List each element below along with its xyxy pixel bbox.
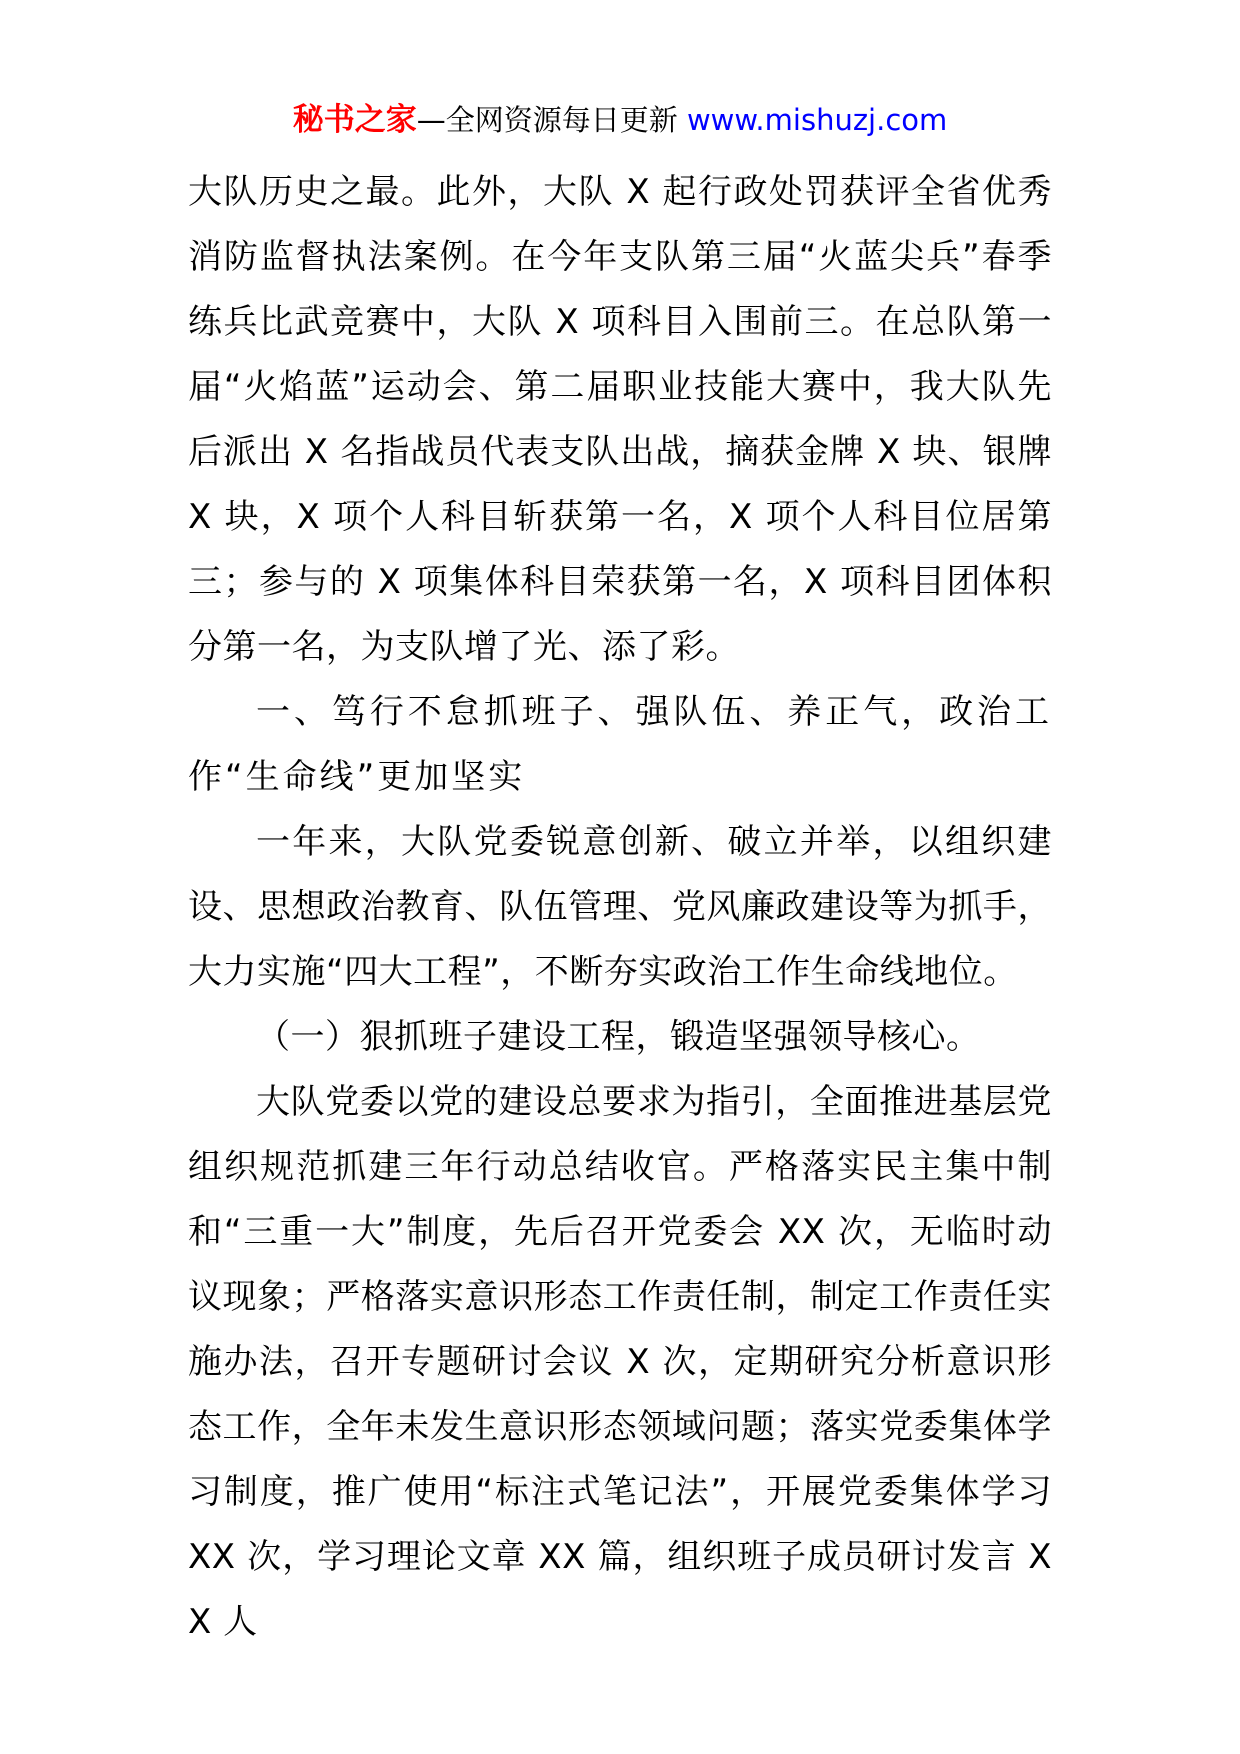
- paragraph-intro: 一年来，大队党委锐意创新、破立并举，以组织建设、思想政治教育、队伍管理、党风廉政建设等为抓手，大力实施“四大工程”，不断夯实政治工作生命线地位。: [188, 822, 1052, 992]
- header-tagline: —全网资源每日更新: [416, 103, 687, 137]
- page-header: [0, 100, 1240, 140]
- paragraph-body: 大队党委以党的建设总要求为指引，全面推进基层党组织规范抓建三年行动总结收官。严格落实民主集中制和“三重一大”制度，先后召开党委会 XX 次，无临时动议现象；严格落实意识形态工作责任制，制定工作责任实施办法，召开专题研讨会议 X 次，定期研究分析意识形态工作，全年未发生意识形态领域问题；落实党委集体学习制度，推广使用“标注式笔记法”，开展党委集体学习 XX 次，学习理论文章 XX 篇，组织班子成员研讨发言 XX 人: [188, 1082, 1052, 1642]
- subsection-heading: （一）狠抓班子建设工程，锻造坚强领导核心。: [256, 1017, 981, 1057]
- site-url-link[interactable]: www.mishuzj.com: [686, 103, 948, 137]
- section-heading: 一、笃行不怠抓班子、强队伍、养正气，政治工作“生命线”更加坚实: [188, 692, 1052, 797]
- document-body: [188, 160, 1052, 1655]
- brand-name: 秘书之家: [292, 102, 417, 138]
- paragraph-continuation: 大队历史之最。此外，大队 X 起行政处罚获评全省优秀消防监督执法案例。在今年支队第三届“火蓝尖兵”春季练兵比武竞赛中，大队 X 项科目入围前三。在总队第一届“火焰蓝”运动会、第二届职业技能大赛中，我大队先后派出 X 名指战员代表支队出战，摘获金牌 X 块、银牌 X 块，X 项个人科目斩获第一名，X 项个人科目位居第三；参与的 X 项集体科目荣获第一名，X 项科目团体积分第一名，为支队增了光、添了彩。: [188, 172, 1052, 667]
